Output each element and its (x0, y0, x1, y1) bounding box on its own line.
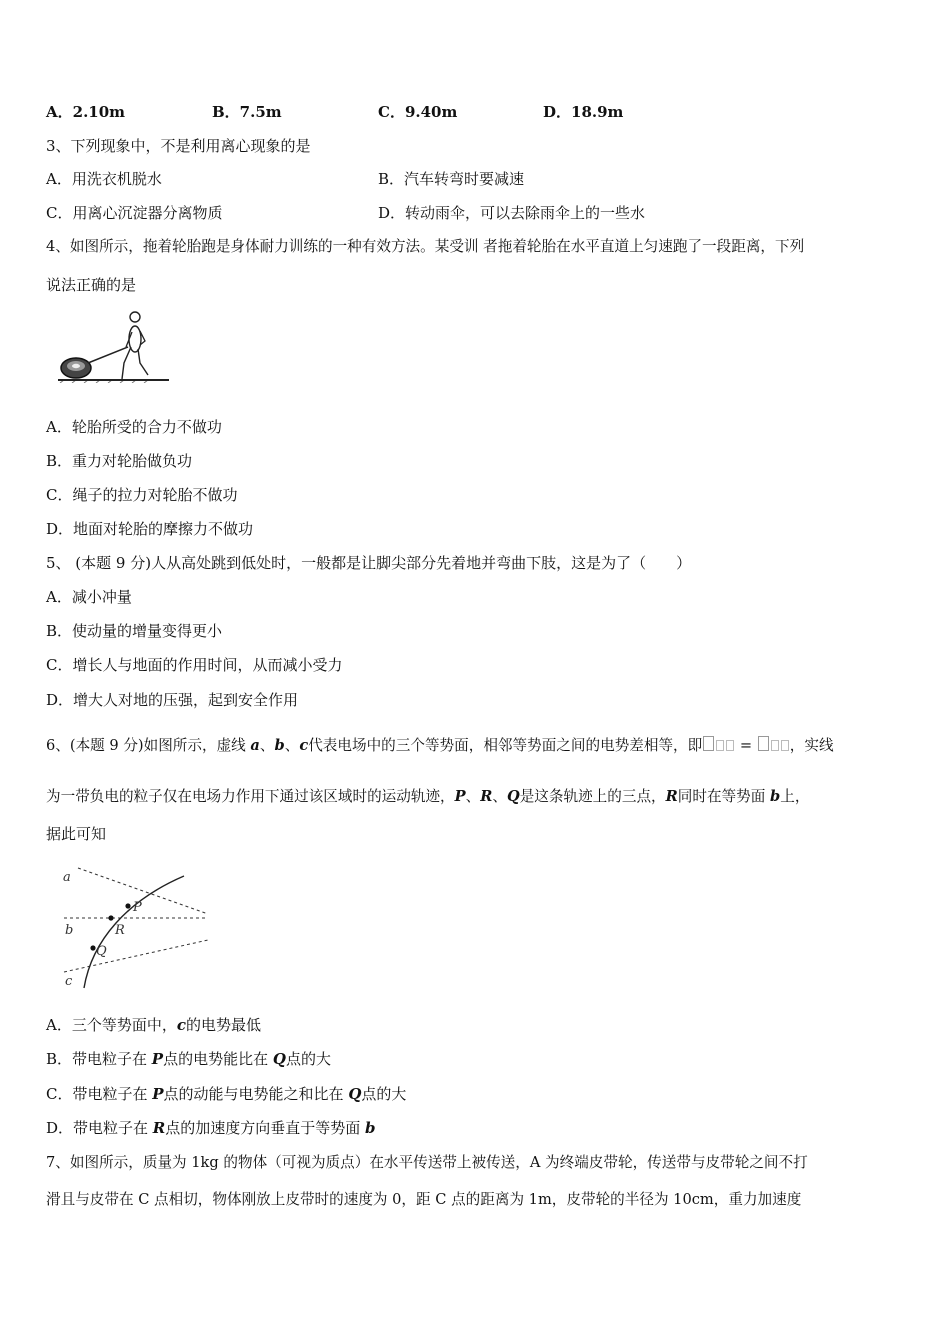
tire-runner-figure (56, 305, 172, 383)
q6-option-d: D．带电粒子在 R点的加速度方向垂直于等势面 b (46, 1119, 376, 1137)
formula-placeholder (703, 736, 714, 751)
q5-option-c: C．增长人与地面的作用时间，从而减小受力 (46, 656, 343, 674)
label-b: b (65, 923, 74, 938)
q3-option-b: B．汽车转弯时要减速 (378, 170, 525, 188)
q7-stem-line1: 7、如图所示，质量为 1kg 的物体（可视为质点）在水平传送带上被传送，A 为终端皮带轮，传送带与皮带轮之间不打 (46, 1154, 808, 1171)
q4-option-c: C．绳子的拉力对轮胎不做功 (46, 486, 238, 504)
q3-stem: 3、下列现象中，不是利用离心现象的是 (46, 137, 311, 155)
q6-option-c: C．带电粒子在 P点的动能与电势能之和比在 Q点的大 (46, 1085, 407, 1103)
q6-option-a: A．三个等势面中，c的电势最低 (46, 1016, 261, 1034)
q3-option-a: A．用洗衣机脱水 (46, 170, 162, 188)
label-q: Q (96, 944, 107, 959)
q2-option-b: B．7.5m (212, 103, 282, 121)
point-p-dot (125, 903, 130, 908)
q4-stem-line1: 4、如图所示，拖着轮胎跑是身体耐力训练的一种有效方法。某受训 者拖着轮胎在水平直道上匀速跑了一段距离，下列 (46, 238, 805, 255)
q4-option-b: B．重力对轮胎做负功 (46, 452, 193, 470)
formula-placeholder (758, 736, 769, 751)
equipotential-figure (56, 860, 212, 994)
q5-stem: 5、 (本题 9 分)人从高处跳到低处时，一般都是让脚尖部分先着地并弯曲下肢，这是为了（ ） (46, 554, 692, 572)
q6-stem-line3: 据此可知 (46, 825, 107, 843)
point-q-dot (90, 945, 95, 950)
equipotential-c-line (64, 940, 208, 972)
q2-option-d: D．18.9m (543, 103, 624, 121)
q3-option-d: D．转动雨伞，可以去除雨伞上的一些水 (378, 204, 646, 222)
q4-option-d: D．地面对轮胎的摩擦力不做功 (46, 520, 254, 538)
label-p: P (133, 900, 142, 915)
q5-option-d: D．增大人对地的压强，起到安全作用 (46, 691, 299, 709)
label-a: a (63, 870, 71, 885)
q4-option-a: A．轮胎所受的合力不做功 (46, 418, 222, 436)
q3-option-c: C．用离心沉淀器分离物质 (46, 204, 223, 222)
q4-stem-line2: 说法正确的是 (46, 276, 137, 294)
label-r: R (115, 923, 125, 938)
q6-stem-line1: 6、(本题 9 分)如图所示，虚线 a、b、c代表电场中的三个等势面，相邻等势面之间的电势差相等，即 = ，实线 (46, 737, 834, 754)
q2-option-c: C．9.40m (378, 103, 458, 121)
particle-trajectory (84, 876, 184, 988)
q6-stem-line2: 为一带负电的粒子仅在电场力作用下通过该区域时的运动轨迹，P、R、Q是这条轨迹上的三点，R同时在等势面 b上， (46, 788, 810, 805)
q6-option-b: B．带电粒子在 P点的电势能比在 Q点的大 (46, 1050, 331, 1068)
q7-stem-line2: 滑且与皮带在 C 点相切，物体刚放上皮带时的速度为 0，距 C 点的距离为 1m，皮带轮的半径为 10cm，重力加速度 (46, 1191, 802, 1208)
q5-option-b: B．使动量的增量变得更小 (46, 622, 223, 640)
equipotential-a-line (78, 868, 208, 914)
point-r-dot (108, 915, 113, 920)
q2-option-a: A．2.10m (46, 103, 126, 121)
label-c: c (65, 974, 73, 989)
q5-option-a: A．减小冲量 (46, 588, 132, 606)
